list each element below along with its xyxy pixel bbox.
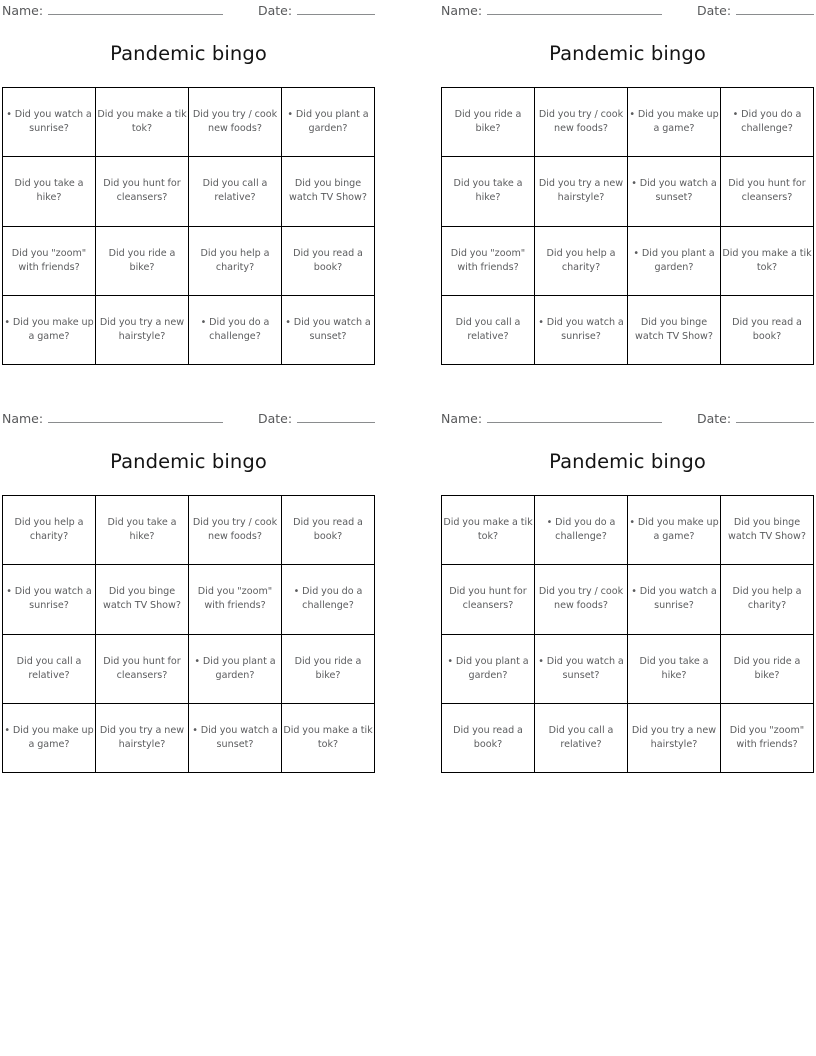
bingo-cell[interactable] xyxy=(721,157,814,226)
bingo-cell-text xyxy=(629,724,719,752)
bingo-cell-label: Did you make a tik tok? xyxy=(97,109,187,135)
name-input[interactable] xyxy=(48,1,223,15)
bullet-icon: • xyxy=(629,517,635,529)
name-input[interactable] xyxy=(48,409,223,423)
bingo-cell-label: Did you make up a game? xyxy=(637,517,719,543)
bingo-cell[interactable] xyxy=(442,496,535,565)
bingo-cell-label: Did you try a new hairstyle? xyxy=(538,178,624,204)
bingo-cell-text xyxy=(97,108,187,136)
bingo-cell[interactable] xyxy=(628,157,721,226)
bingo-cell[interactable] xyxy=(442,296,535,365)
bingo-cell-text xyxy=(722,655,812,683)
bingo-cell-label: Did you "zoom" with friends? xyxy=(729,724,805,750)
bingo-cell-text xyxy=(443,585,533,613)
bingo-cell[interactable] xyxy=(721,88,814,157)
bingo-cell-label: Did you read a book? xyxy=(293,247,363,273)
name-label: Name: xyxy=(441,411,483,426)
name-label: Name: xyxy=(2,3,44,18)
bingo-cell-text xyxy=(443,724,533,752)
bingo-cell-label: Did you take a hike? xyxy=(453,178,523,204)
bullet-icon: • xyxy=(293,586,300,598)
bingo-cell[interactable] xyxy=(721,704,814,773)
bingo-cell[interactable] xyxy=(282,565,375,634)
bingo-cell[interactable] xyxy=(189,704,282,773)
bingo-cell-label: Did you take a hike? xyxy=(639,655,709,681)
bingo-cell-text xyxy=(4,516,94,544)
bingo-cell-text xyxy=(283,516,373,544)
bingo-grid xyxy=(2,495,375,773)
bingo-cell[interactable] xyxy=(282,296,375,365)
bingo-cell[interactable] xyxy=(535,227,628,296)
bingo-cell[interactable] xyxy=(96,496,189,565)
bingo-cell-text xyxy=(536,108,626,136)
bingo-cell-text xyxy=(629,108,719,136)
bullet-icon: • xyxy=(4,724,10,736)
bingo-cell-label: Did you "zoom" with friends? xyxy=(450,247,526,273)
card-title: Pandemic bingo xyxy=(549,450,706,473)
bingo-cell-label: Did you call a relative? xyxy=(455,316,521,342)
bingo-cell-label: Did you try a new hairstyle? xyxy=(99,316,185,342)
bingo-cell[interactable] xyxy=(282,88,375,157)
bullet-icon: • xyxy=(631,178,637,190)
bingo-cell-text xyxy=(4,108,94,136)
bingo-cell[interactable] xyxy=(96,704,189,773)
bingo-cell[interactable] xyxy=(189,157,282,226)
bingo-cell-text xyxy=(4,247,94,275)
bingo-cell-label: Did you make up a game? xyxy=(637,109,719,135)
bingo-cell[interactable] xyxy=(628,704,721,773)
bingo-cell-text xyxy=(190,585,280,613)
bingo-cell-label: Did you ride a bike? xyxy=(294,655,362,681)
bingo-cell-label: Did you watch a sunset? xyxy=(546,655,624,681)
bingo-cell[interactable] xyxy=(3,704,96,773)
bingo-cell[interactable] xyxy=(721,635,814,704)
bingo-cell[interactable] xyxy=(442,227,535,296)
bingo-cell-text xyxy=(283,316,373,344)
bingo-cell[interactable] xyxy=(442,635,535,704)
name-label: Name: xyxy=(2,411,44,426)
bingo-cell[interactable] xyxy=(535,565,628,634)
bingo-cell-label: Did you hunt for cleansers? xyxy=(728,178,806,204)
date-field xyxy=(258,408,375,430)
bingo-cell[interactable] xyxy=(3,635,96,704)
bingo-cell-text xyxy=(4,585,94,613)
bingo-cell-text xyxy=(283,177,373,205)
bingo-cell-label: Did you try / cook new foods? xyxy=(192,109,278,135)
bingo-cell-text xyxy=(4,316,94,344)
bingo-cell[interactable] xyxy=(721,496,814,565)
date-input[interactable] xyxy=(736,409,814,423)
bingo-cell-label: Did you plant a garden? xyxy=(295,109,369,135)
bingo-cell-text xyxy=(97,724,187,752)
bingo-cell[interactable] xyxy=(189,565,282,634)
bingo-cell-text xyxy=(629,655,719,683)
card-header xyxy=(0,408,375,430)
bingo-cell[interactable] xyxy=(442,88,535,157)
bingo-cell-text xyxy=(190,724,280,752)
bingo-cell-text xyxy=(536,316,626,344)
bingo-cell-text xyxy=(190,655,280,683)
bingo-cell-label: Did you plant a garden? xyxy=(202,655,276,681)
bingo-cell-text xyxy=(536,655,626,683)
bingo-grid xyxy=(2,87,375,365)
bingo-cell-label: Did you watch a sunset? xyxy=(200,724,278,750)
bingo-cell-text xyxy=(443,177,533,205)
bullet-icon: • xyxy=(631,586,637,598)
bingo-cell-text xyxy=(4,177,94,205)
bingo-cell-text xyxy=(443,316,533,344)
bingo-cell[interactable] xyxy=(189,227,282,296)
date-field xyxy=(258,0,375,22)
bingo-cell[interactable] xyxy=(721,296,814,365)
bingo-cell-label: Did you watch a sunset? xyxy=(293,316,371,342)
bingo-cell[interactable] xyxy=(628,227,721,296)
bingo-cell[interactable] xyxy=(282,227,375,296)
bingo-cell-text xyxy=(629,585,719,613)
bingo-cell-label: Did you take a hike? xyxy=(107,517,177,543)
bullet-icon: • xyxy=(538,316,544,328)
bingo-cell-label: Did you call a relative? xyxy=(16,655,82,681)
name-input[interactable] xyxy=(487,409,662,423)
bingo-cell[interactable] xyxy=(3,88,96,157)
bullet-icon: • xyxy=(732,109,739,121)
card-bottom-left xyxy=(0,408,375,750)
bingo-cell[interactable] xyxy=(282,704,375,773)
bingo-cell-label: Did you make up a game? xyxy=(12,724,94,750)
bingo-cell[interactable] xyxy=(96,635,189,704)
bingo-cell-text xyxy=(283,247,373,275)
bingo-cell[interactable] xyxy=(442,157,535,226)
bingo-cell-label: Did you watch a sunset? xyxy=(639,178,717,204)
bingo-cell-label: Did you plant a garden? xyxy=(455,655,529,681)
bingo-cell-text xyxy=(536,247,626,275)
bingo-cell-text xyxy=(190,108,280,136)
bingo-cell[interactable] xyxy=(189,296,282,365)
name-label: Name: xyxy=(441,3,483,18)
date-label: Date: xyxy=(697,411,732,426)
bingo-cell-text xyxy=(190,316,280,344)
bullet-icon: • xyxy=(200,316,207,328)
bingo-cell-text xyxy=(443,108,533,136)
bullet-icon: • xyxy=(538,655,544,667)
bingo-cell-label: Did you make up a game? xyxy=(12,316,94,342)
card-top-left xyxy=(0,0,375,342)
bingo-cell-text xyxy=(283,585,373,613)
bullet-icon: • xyxy=(194,655,201,667)
bingo-cell-label: Did you try / cook new foods? xyxy=(538,109,624,135)
bingo-cell-label: Did you ride a bike? xyxy=(108,247,176,273)
date-label: Date: xyxy=(258,411,293,426)
bingo-cell-label: Did you hunt for cleansers? xyxy=(103,178,181,204)
bingo-cell-text xyxy=(722,724,812,752)
bingo-cell-label: Did you "zoom" with friends? xyxy=(11,247,87,273)
bingo-cell-label: Did you make a tik tok? xyxy=(443,517,533,543)
bingo-cell-text xyxy=(97,316,187,344)
bingo-cell-label: Did you make a tik tok? xyxy=(283,724,373,750)
card-header xyxy=(439,0,814,22)
card-header xyxy=(0,0,375,22)
bingo-cell[interactable] xyxy=(442,565,535,634)
bingo-cell-label: Did you help a charity? xyxy=(732,586,802,612)
bingo-cell[interactable] xyxy=(3,565,96,634)
card-title: Pandemic bingo xyxy=(110,42,267,65)
bingo-cell-text xyxy=(97,247,187,275)
bingo-cell[interactable] xyxy=(535,157,628,226)
bingo-cell-text xyxy=(629,177,719,205)
bingo-cell[interactable] xyxy=(535,704,628,773)
bingo-cell-label: Did you watch a sunrise? xyxy=(639,586,717,612)
bingo-cell-text xyxy=(722,516,812,544)
bingo-cell[interactable] xyxy=(535,635,628,704)
bingo-cell-label: Did you "zoom" with friends? xyxy=(197,586,273,612)
bingo-cell-label: Did you plant a garden? xyxy=(641,247,715,273)
bullet-icon: • xyxy=(633,247,640,259)
bingo-cell[interactable] xyxy=(96,227,189,296)
bullet-icon: • xyxy=(546,517,553,529)
bingo-cell-text xyxy=(629,516,719,544)
card-header xyxy=(439,408,814,430)
bingo-cell-text xyxy=(629,316,719,344)
bingo-cell-label: Did you try / cook new foods? xyxy=(538,586,624,612)
bingo-cell-label: Did you help a charity? xyxy=(14,517,84,543)
bingo-cell[interactable] xyxy=(628,635,721,704)
bullet-icon: • xyxy=(285,316,291,328)
bingo-cell-text xyxy=(536,516,626,544)
card-bottom-right xyxy=(439,408,814,750)
bingo-cell-label: Did you binge watch TV Show? xyxy=(289,178,367,204)
name-field xyxy=(441,0,662,22)
bingo-cell-text xyxy=(283,108,373,136)
bingo-cell-label: Did you do a challenge? xyxy=(555,517,616,543)
bingo-cell[interactable] xyxy=(721,565,814,634)
bingo-grid xyxy=(441,495,814,773)
bingo-cell-text xyxy=(722,247,812,275)
bingo-cell-label: Did you watch a sunrise? xyxy=(14,586,92,612)
bingo-cell-label: Did you make a tik tok? xyxy=(722,247,812,273)
bingo-cell-text xyxy=(536,585,626,613)
bingo-cell-text xyxy=(629,247,719,275)
bingo-cell[interactable] xyxy=(535,496,628,565)
bingo-cell[interactable] xyxy=(628,565,721,634)
bingo-cell[interactable] xyxy=(282,635,375,704)
date-input[interactable] xyxy=(736,1,814,15)
bingo-cell[interactable] xyxy=(282,157,375,226)
bingo-cell[interactable] xyxy=(96,88,189,157)
card-top-right xyxy=(439,0,814,342)
bingo-cell-label: Did you watch a sunrise? xyxy=(14,109,92,135)
bingo-cell[interactable] xyxy=(96,296,189,365)
bingo-cell[interactable] xyxy=(721,227,814,296)
bingo-cell-text xyxy=(190,247,280,275)
bingo-grid xyxy=(441,87,814,365)
bingo-cell[interactable] xyxy=(3,496,96,565)
bingo-cell-text xyxy=(536,724,626,752)
date-field xyxy=(697,0,814,22)
date-input[interactable] xyxy=(297,1,375,15)
bingo-cell[interactable] xyxy=(3,157,96,226)
bingo-cell-text xyxy=(443,247,533,275)
date-label: Date: xyxy=(258,3,293,18)
bingo-cell-label: Did you try a new hairstyle? xyxy=(99,724,185,750)
bingo-cell-text xyxy=(443,655,533,683)
bingo-cell[interactable] xyxy=(628,496,721,565)
bullet-icon: • xyxy=(4,316,10,328)
bingo-cell-text xyxy=(536,177,626,205)
bingo-cell-text xyxy=(190,516,280,544)
bingo-cell[interactable] xyxy=(3,296,96,365)
bingo-cell-text xyxy=(283,655,373,683)
bingo-cell-label: Did you ride a bike? xyxy=(733,655,801,681)
bingo-cell[interactable] xyxy=(628,296,721,365)
bingo-cell-label: Did you binge watch TV Show? xyxy=(103,586,181,612)
bingo-cell[interactable] xyxy=(96,565,189,634)
bingo-cell-label: Did you ride a bike? xyxy=(454,109,522,135)
bingo-cell-text xyxy=(97,177,187,205)
bingo-cell-label: Did you watch a sunrise? xyxy=(546,316,624,342)
bingo-cell-label: Did you do a challenge? xyxy=(741,109,802,135)
bingo-cell-text xyxy=(4,724,94,752)
bingo-cell[interactable] xyxy=(535,296,628,365)
bingo-cell-text xyxy=(722,585,812,613)
bingo-cell-text xyxy=(97,655,187,683)
bingo-cell[interactable] xyxy=(189,88,282,157)
bingo-cell-label: Did you binge watch TV Show? xyxy=(635,316,713,342)
card-title: Pandemic bingo xyxy=(549,42,706,65)
name-field xyxy=(2,0,223,22)
bullet-icon: • xyxy=(6,109,12,121)
bingo-cell[interactable] xyxy=(442,704,535,773)
name-input[interactable] xyxy=(487,1,662,15)
bingo-cell[interactable] xyxy=(96,157,189,226)
bingo-cell[interactable] xyxy=(189,635,282,704)
bingo-cell-label: Did you hunt for cleansers? xyxy=(449,586,527,612)
name-field xyxy=(441,408,662,430)
bullet-icon: • xyxy=(192,724,198,736)
bingo-cell-label: Did you hunt for cleansers? xyxy=(103,655,181,681)
bingo-cell-label: Did you read a book? xyxy=(453,724,523,750)
bingo-cell-label: Did you call a relative? xyxy=(202,178,268,204)
bingo-cell-label: Did you read a book? xyxy=(732,316,802,342)
bingo-cell-text xyxy=(4,655,94,683)
bingo-cell[interactable] xyxy=(628,88,721,157)
bingo-cell-text xyxy=(722,108,812,136)
bingo-cell-label: Did you call a relative? xyxy=(548,724,614,750)
date-label: Date: xyxy=(697,3,732,18)
bullet-icon: • xyxy=(6,586,12,598)
bingo-cell-label: Did you do a challenge? xyxy=(209,316,270,342)
date-field xyxy=(697,408,814,430)
bingo-cell[interactable] xyxy=(189,496,282,565)
card-title: Pandemic bingo xyxy=(110,450,267,473)
bingo-cell-text xyxy=(722,177,812,205)
bullet-icon: • xyxy=(287,109,294,121)
bingo-cell-text xyxy=(283,724,373,752)
bingo-cell[interactable] xyxy=(535,88,628,157)
bingo-cell[interactable] xyxy=(3,227,96,296)
bullet-icon: • xyxy=(629,109,635,121)
bingo-cell-label: Did you binge watch TV Show? xyxy=(728,517,806,543)
bingo-cell[interactable] xyxy=(282,496,375,565)
bingo-cell-label: Did you try / cook new foods? xyxy=(192,517,278,543)
bingo-cell-label: Did you try a new hairstyle? xyxy=(631,724,717,750)
bingo-cell-label: Did you help a charity? xyxy=(546,247,616,273)
bingo-cell-label: Did you read a book? xyxy=(293,517,363,543)
bingo-cell-text xyxy=(190,177,280,205)
bingo-cell-text xyxy=(97,585,187,613)
bingo-cell-label: Did you take a hike? xyxy=(14,178,84,204)
bingo-cell-label: Did you help a charity? xyxy=(200,247,270,273)
bingo-cell-text xyxy=(722,316,812,344)
name-field xyxy=(2,408,223,430)
date-input[interactable] xyxy=(297,409,375,423)
bingo-cell-text xyxy=(97,516,187,544)
bingo-cell-label: Did you do a challenge? xyxy=(302,586,363,612)
bullet-icon: • xyxy=(447,655,454,667)
bingo-cell-text xyxy=(443,516,533,544)
